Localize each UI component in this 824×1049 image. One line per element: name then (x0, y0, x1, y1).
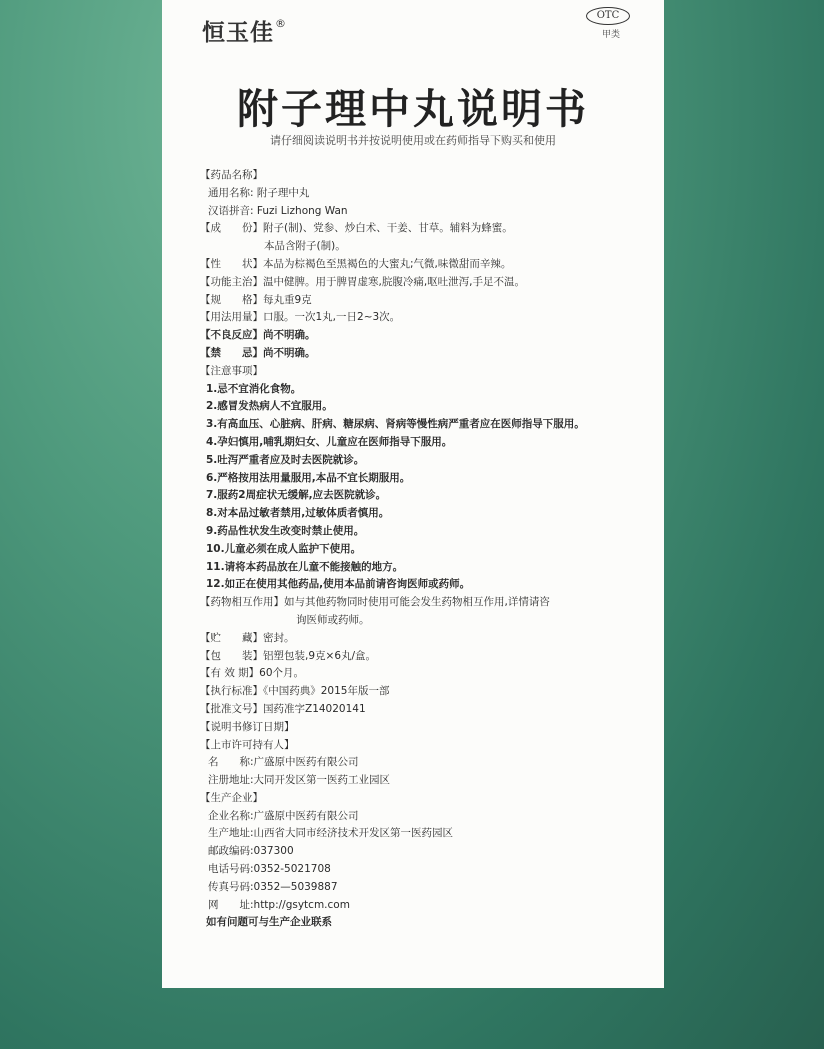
instruction-line: 【上市许可持有人】 (200, 738, 295, 751)
instruction-line: 【有 效 期】60个月。 (200, 667, 305, 680)
instruction-line: 传真号码:0352—5039887 (208, 880, 338, 893)
instruction-line: 汉语拼音: Fuzi Lizhong Wan (208, 204, 348, 217)
instruction-line: 本品含附子(制)。 (264, 240, 346, 253)
document-title: 附子理中丸说明书 (237, 85, 589, 133)
instruction-line: 5.吐泻严重者应及时去医院就诊。 (206, 453, 365, 466)
instruction-line: 【性 状】本品为棕褐色至黑褐色的大蜜丸;气微,味微甜而辛辣。 (200, 257, 512, 270)
instruction-line: 【成 份】附子(制)、党参、炒白术、干姜、甘草。辅料为蜂蜜。 (200, 222, 513, 235)
instruction-line: 4.孕妇慎用,哺乳期妇女、儿童应在医师指导下服用。 (206, 435, 453, 448)
instruction-line: 【说明书修订日期】 (200, 720, 295, 733)
instruction-line: 企业名称:广盛原中医药有限公司 (208, 809, 359, 822)
instruction-line: 【药物相互作用】如与其他药物同时使用可能会发生药物相互作用,详情请咨 (200, 596, 550, 609)
instruction-line: 网 址:http://gsytcm.com (208, 898, 350, 911)
instruction-line: 【贮 藏】密封。 (200, 631, 295, 644)
brand-logo (202, 14, 287, 47)
registered-mark: ® (275, 17, 287, 31)
instruction-content (200, 167, 640, 932)
instruction-line: 注册地址:大同开发区第一医药工业园区 (208, 774, 391, 787)
instruction-line: 邮政编码:037300 (208, 845, 294, 858)
instruction-line: 【包 装】铝塑包装,9克×6丸/盒。 (200, 649, 377, 662)
document-subtitle: 请仔细阅读说明书并按说明使用或在药师指导下购买和使用 (270, 134, 556, 147)
instruction-line: 1.忌不宜消化食物。 (206, 382, 302, 395)
instruction-line: 生产地址:山西省大同市经济技术开发区第一医药园区 (208, 827, 454, 840)
instruction-line: 11.请将本药品放在儿童不能接触的地方。 (206, 560, 404, 573)
instruction-sheet (162, 0, 664, 988)
instruction-line: 【执行标准】《中国药典》2015年版一部 (200, 685, 390, 698)
instruction-line: 【药品名称】 (200, 169, 263, 181)
instruction-line: 【不良反应】尚不明确。 (200, 329, 316, 342)
instruction-line: 电话号码:0352-5021708 (208, 863, 331, 876)
instruction-line: 10.儿童必须在成人监护下使用。 (206, 542, 362, 555)
instruction-line: 9.药品性状发生改变时禁止使用。 (206, 524, 365, 537)
instruction-line: 7.服药2周症状无缓解,应去医院就诊。 (206, 489, 387, 502)
instruction-line: 6.严格按用法用量服用,本品不宜长期服用。 (206, 471, 411, 484)
instruction-line: 询医师或药师。 (296, 613, 370, 626)
instruction-line: 【注意事项】 (200, 364, 263, 377)
instruction-line: 【用法用量】口服。一次1丸,一日2~3次。 (200, 311, 401, 324)
instruction-line: 12.如正在使用其他药品,使用本品前请咨询医师或药师。 (206, 578, 471, 591)
instruction-line: 3.有高血压、心脏病、肝病、糖尿病、肾病等慢性病严重者应在医师指导下服用。 (206, 418, 585, 431)
brand-name: 恒玉佳 (202, 20, 274, 46)
instruction-line: 【批准文号】国药准字Z14020141 (200, 702, 366, 715)
instruction-line: 2.感冒发热病人不宜服用。 (206, 400, 333, 413)
instruction-line: 【禁 忌】尚不明确。 (200, 346, 316, 359)
instruction-line: 【功能主治】温中健脾。用于脾胃虚寒,脘腹冷痛,呕吐泄泻,手足不温。 (200, 275, 526, 288)
instruction-line: 8.对本品过敏者禁用,过敏体质者慎用。 (206, 507, 390, 520)
instruction-line: 【规 格】每丸重9克 (200, 293, 312, 306)
instruction-line: 如有问题可与生产企业联系 (206, 916, 332, 929)
instruction-line: 名 称:广盛原中医药有限公司 (208, 756, 359, 769)
otc-badge: OTC (586, 7, 630, 25)
instruction-line: 【生产企业】 (200, 791, 263, 804)
otc-class-label: 甲类 (601, 30, 620, 40)
instruction-line: 通用名称: 附子理中丸 (208, 186, 310, 199)
